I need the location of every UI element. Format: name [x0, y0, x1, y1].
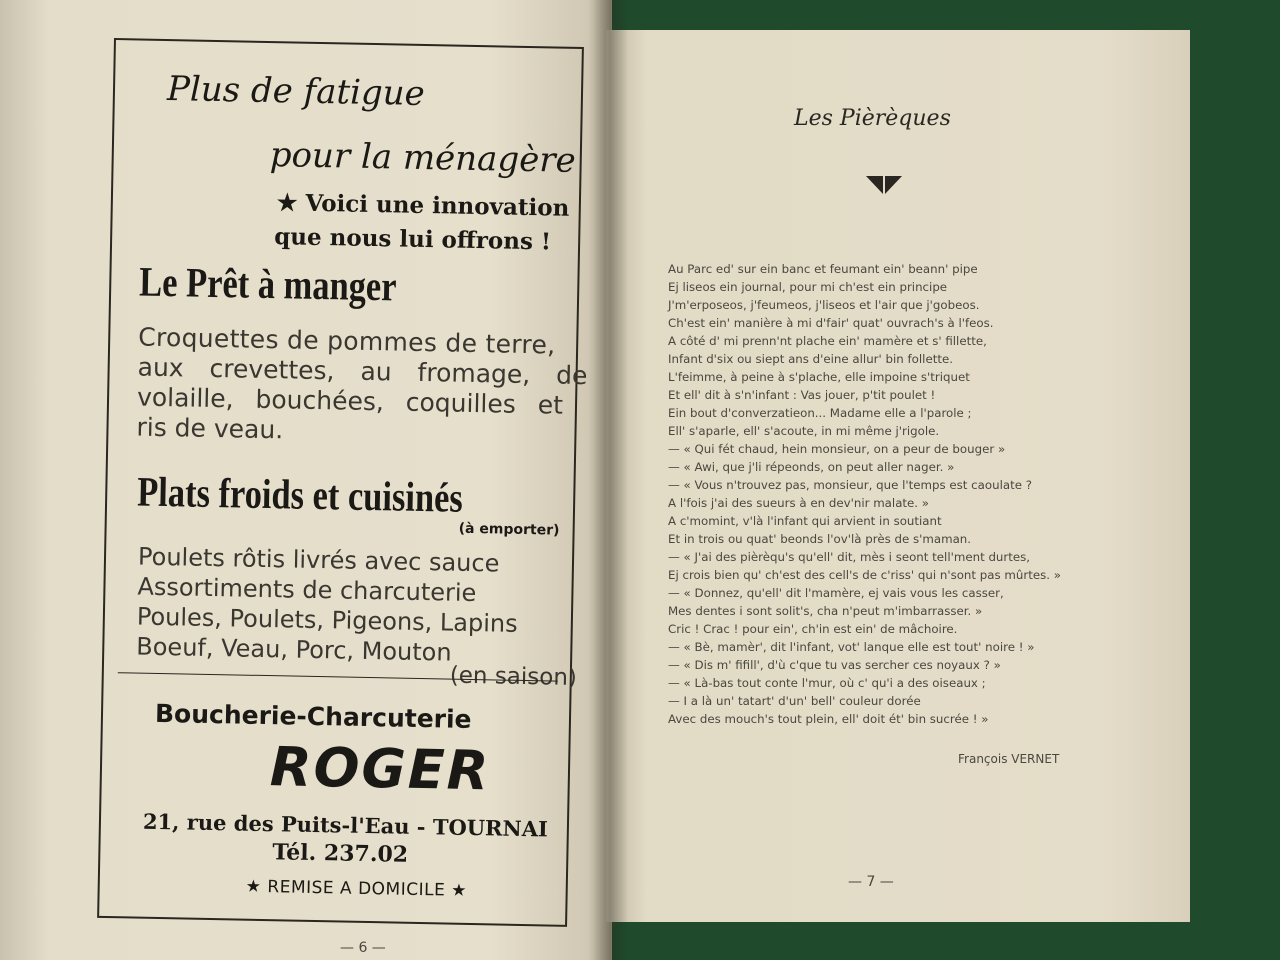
- poem-author: François VERNET: [958, 752, 1060, 766]
- poem-line: — « Bè, mamèr', dit l'infant, vot' lanque elle est tout' noire ! »: [668, 640, 1035, 654]
- poem-line: Ein bout d'converzatieon... Madame elle a l'parole ;: [668, 406, 972, 420]
- section1-line1: Croquettes de pommes de terre,: [137, 322, 556, 360]
- poem-line: Et ell' dit à s'n'infant : Vas jouer, p'tit poulet !: [668, 388, 936, 402]
- right-page: [606, 30, 1190, 922]
- delivery-note: ★ REMISE A DOMICILE ★: [245, 876, 468, 901]
- shop-name: ROGER: [269, 735, 491, 803]
- section-title-plats-froids: Plats froids et cuisinés: [136, 469, 464, 522]
- poem-line: Et in trois ou quat' beonds l'ov'là près de s'maman.: [668, 532, 972, 546]
- section2-line3: Poules, Poulets, Pigeons, Lapins: [136, 602, 518, 638]
- poem-line: J'm'erposeos, j'feumeos, j'liseos et l'air que j'gobeos.: [668, 298, 980, 312]
- section-title-pret-a-manger: Le Prêt à manger: [138, 259, 397, 311]
- poem-line: Infant d'six ou siept ans d'eine allur' bin follette.: [668, 352, 953, 366]
- section1-line2: aux crevettes, au fromage, de: [137, 352, 588, 391]
- section2-note: (à emporter): [458, 520, 560, 539]
- ad-tagline-line2: que nous lui offrons !: [273, 223, 552, 256]
- poem-line: Ej crois bien qu' ch'est des cell's de c'riss' qui n'sont pas mûrtes. »: [668, 568, 1061, 582]
- shop-address: 21, rue des Puits-l'Eau - TOURNAI: [142, 808, 549, 842]
- book-gutter: [588, 0, 628, 960]
- poem-title: Les Pièrèques: [794, 106, 951, 131]
- poem-line: Ej liseos ein journal, pour mi ch'est ein principe: [668, 280, 948, 294]
- poem-line: — « Qui fét chaud, hein monsieur, on a peur de bouger »: [668, 442, 1006, 456]
- poem-line: Cric ! Crac ! pour ein', ch'in est ein' de mâchoire.: [668, 622, 958, 636]
- poem-line: Ell' s'aparle, ell' s'acoute, in mi même j'rigole.: [668, 424, 940, 438]
- poem-line: A c'momint, v'là l'infant qui arvient in soutiant: [668, 514, 942, 528]
- ad-tagline-line1: ★ Voici une innovation: [276, 189, 570, 222]
- section2-line4: Boeuf, Veau, Porc, Mouton: [136, 632, 452, 667]
- poem-line: — « Dis m' fifill', d'ù c'que tu vas sercher ces noyaux ? »: [668, 658, 1001, 672]
- poem-line: — « Vous n'trouvez pas, monsieur, que l'temps est caoulate ?: [668, 478, 1032, 492]
- ad-headline-line2: pour la ménagère: [269, 135, 577, 181]
- section2-line1: Poulets rôtis livrés avec sauce: [137, 542, 500, 578]
- poem-line: Au Parc ed' sur ein banc et feumant ein' beann' pipe: [668, 262, 978, 276]
- ad-headline-line1: Plus de fatigue: [166, 69, 426, 114]
- poem-line: — « Donnez, qu'ell' dit l'mamère, ej vais vous les casser,: [668, 586, 1004, 600]
- season-note: (en saison): [449, 662, 578, 692]
- poem-line: Ch'est ein' manière à mi d'fair' quat' ouvrach's à l'feos.: [668, 316, 994, 330]
- poem-line: L'feimme, à peine à s'plache, elle impoine s'triquet: [668, 370, 970, 384]
- poem-line: A l'fois j'ai des sueurs à en dev'nir malate. »: [668, 496, 930, 510]
- poem-line: A côté d' mi prenn'nt plache ein' mamère et s' fillette,: [668, 334, 987, 348]
- shop-phone: Tél. 237.02: [272, 839, 409, 868]
- poem-line: — I a là un' tatart' d'un' bell' couleur dorée: [668, 694, 921, 708]
- poem-line: — « Là-bas tout conte l'mur, où c' qu'i a des oiseaux ;: [668, 676, 986, 690]
- ornament-icon: [866, 176, 902, 196]
- section1-line3: volaille, bouchées, coquilles et: [136, 382, 564, 420]
- poem-line: — « Awi, que j'li répeonds, on peut aller nager. »: [668, 460, 955, 474]
- shop-type: Boucherie-Charcuterie: [154, 698, 472, 734]
- advertisement-frame: [97, 38, 588, 927]
- poem-line: — « J'ai des pièrèqu's qu'ell' dit, mès i seont tell'ment durtes,: [668, 550, 1031, 564]
- left-page-number: — 6 —: [340, 940, 386, 956]
- section1-line4: ris de veau.: [136, 412, 284, 445]
- poem-line: Avec des mouch's tout plein, ell' doit ét' bin sucrée ! »: [668, 712, 989, 726]
- poem-line: Mes dentes i sont solit's, cha n'peut m'imbarrasser. »: [668, 604, 983, 618]
- right-page-number: — 7 —: [848, 874, 894, 890]
- section2-line2: Assortiments de charcuterie: [137, 572, 477, 608]
